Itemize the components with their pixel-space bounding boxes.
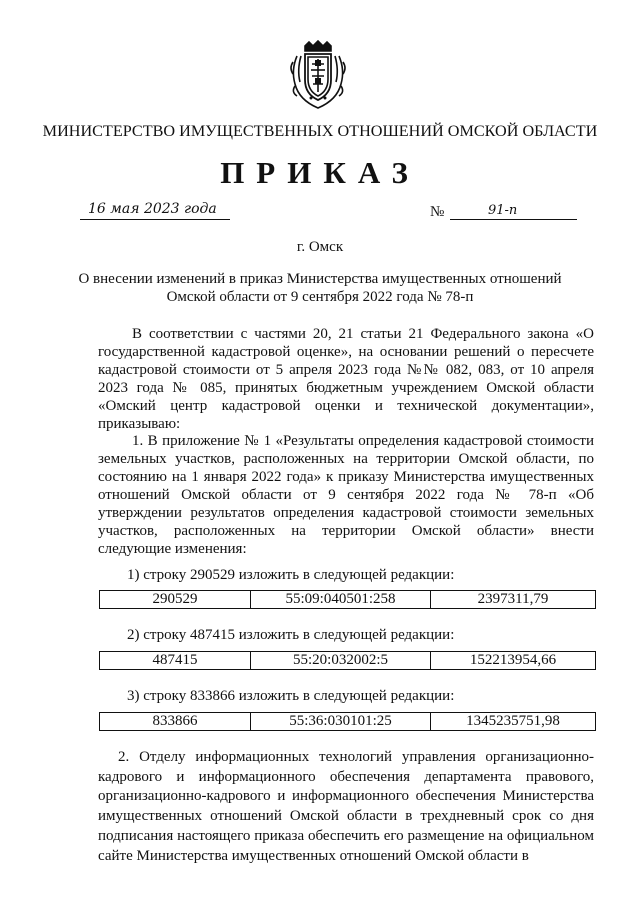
order-title: ПРИКАЗ [220, 155, 420, 190]
omsk-coat-of-arms-icon [287, 40, 349, 112]
cadastral-number-cell: 55:20:032002:5 [251, 652, 431, 669]
row-number-cell: 290529 [100, 591, 251, 608]
date-underline [80, 219, 230, 220]
table-row [99, 590, 596, 609]
subject-line: О внесении изменений в приказ Министерства имущественных отношений [78, 271, 562, 287]
order-subject [70, 270, 570, 306]
subject-line: Омской области от 9 сентября 2022 года № 78-п [166, 289, 474, 305]
change-label: 2) строку 487415 изложить в следующей редакции: [127, 627, 455, 643]
city: г. Омск [296, 239, 344, 255]
order-number: 91-п [488, 203, 518, 218]
number-underline [450, 219, 577, 220]
table-row [99, 651, 596, 670]
table-row [99, 712, 596, 731]
ministry-name: МИНИСТЕРСТВО ИМУЩЕСТВЕННЫХ ОТНОШЕНИЙ ОМСКОЙ ОБЛАСТИ [42, 122, 598, 140]
cadastral-value-cell: 152213954,66 [469, 652, 557, 668]
change-label: 1) строку 290529 изложить в следующей редакции: [127, 567, 455, 583]
row-number-cell: 487415 [100, 652, 251, 669]
row-number-cell: 833866 [100, 713, 251, 730]
change-label: 3) строку 833866 изложить в следующей редакции: [127, 688, 455, 704]
cadastral-number-cell: 55:09:040501:258 [251, 591, 431, 608]
order-number-label: № [430, 204, 445, 220]
item-1-paragraph: 1. В приложение № 1 «Результаты определения кадастровой стоимости земельных участков, расположенных на территории Омской области, по состоянию на 1 января 2022 года» к приказу Министерства имущественных отношений Омской области от 9 сентября 2022 года № 78-п «Об утверждении результатов определения кадастровой стоимости земельных участков, расположенных на территории Омской области» внести следующие изменения: [98, 433, 594, 557]
cadastral-value-cell: 1345235751,98 [466, 713, 560, 729]
cadastral-value-cell: 2397311,79 [477, 591, 549, 607]
cadastral-number-cell: 55:36:030101:25 [251, 713, 431, 730]
item-2-paragraph: 2. Отделу информационных технологий управления организационно-кадрового и информационного обеспечения департамента правового, организационно-кадрового и информационного обеспечения Министерства имущественных отношений Омской области в трехдневный срок со дня подписания настоящего приказа обеспечить его размещение на официальном сайте Министерства имущественных отношений Омской области в [98, 749, 594, 864]
intro-paragraph: В соответствии с частями 20, 21 статьи 21 Федерального закона «О государственной кадастровой оценке», на основании решений о пересчете кадастровой стоимости от 5 апреля 2023 года №№ 082, 083, от 10 апреля 2023 года № 085, принятых бюджетным учреждением Омской области «Омский центр кадастровой оценки и технической документации», приказываю: [98, 326, 594, 432]
order-date: 16 мая 2023 года [88, 201, 217, 217]
